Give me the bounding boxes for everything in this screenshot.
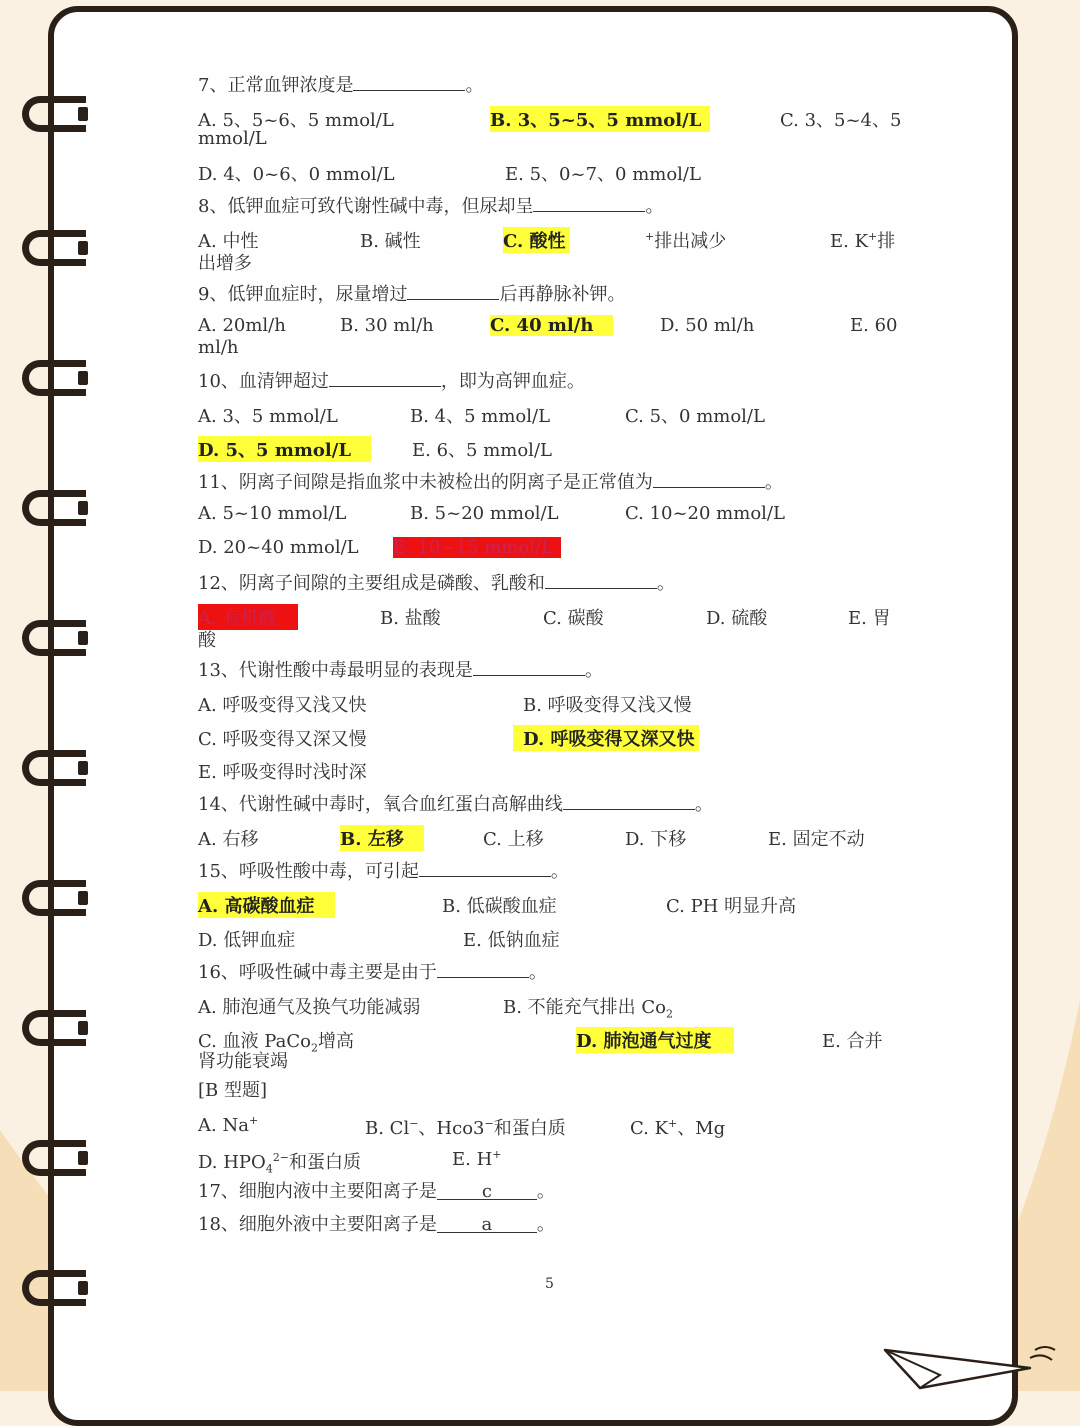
question-18 (198, 1214, 555, 1236)
section-heading: [B 型题] (198, 1080, 267, 1101)
option-e (452, 1148, 502, 1170)
option-c-highlighted: C. 酸性 (503, 227, 570, 253)
question-15 (198, 858, 569, 883)
option-c: C. 10~20 mmol/L (625, 503, 785, 524)
paper-plane-icon (880, 1330, 1060, 1391)
binder-ring (22, 750, 86, 786)
option-text: E. H (452, 1149, 493, 1170)
option-d-highlighted: D. 呼吸变得又深又快 (513, 725, 699, 751)
answer-blank (329, 368, 441, 387)
question-10 (198, 368, 585, 393)
question-text: 14、代谢性碱中毒时，氧合血红蛋白高解曲线 (198, 794, 563, 815)
option-a-highlighted-red: A. 有机酸 (198, 604, 298, 630)
option-c-continued: mmol/L (198, 128, 267, 149)
option-d-highlighted: D. 5、5 mmol/L (198, 436, 371, 462)
binder-ring (22, 230, 86, 266)
answer-blank (653, 469, 765, 488)
question-9 (198, 281, 625, 306)
question-7 (198, 72, 483, 97)
option-c: C. PH 明显升高 (666, 896, 797, 917)
binder-ring (22, 360, 86, 396)
option-a: A. 中性 (198, 231, 259, 252)
subscript: 2 (310, 1041, 318, 1055)
option-e: E. 60 (850, 315, 898, 336)
option-e: E. 胃 (848, 608, 891, 629)
punctuation: 。 (536, 1181, 555, 1202)
option-text: C. K (630, 1118, 669, 1139)
option-e: E. 低钠血症 (463, 930, 560, 951)
option-e (830, 227, 895, 253)
option-d: D. 50 ml/h (660, 315, 755, 336)
answer-blank: a (437, 1214, 537, 1233)
question-text: 12、阴离子间隙的主要组成是磷酸、乳酸和 (198, 573, 545, 594)
question-text: 9、低钾血症时，尿量增过 (198, 284, 408, 305)
binder-ring (22, 1010, 86, 1046)
option-b: B. 30 ml/h (340, 315, 434, 336)
superscript: + (868, 230, 878, 243)
binder-ring (22, 1140, 86, 1176)
option-d: D. 低钾血症 (198, 930, 296, 951)
option-e-continued: 酸 (198, 630, 216, 651)
option-c: C. 呼吸变得又深又慢 (198, 729, 367, 750)
question-text: ，即为高钾血症。 (440, 371, 585, 392)
answer-blank (419, 858, 551, 877)
option-a-highlighted: A. 高碳酸血症 (198, 892, 335, 918)
option-e: E. 6、5 mmol/L (412, 440, 552, 461)
option-e-highlighted-red: E. 10~15 mmol/L (393, 537, 561, 558)
option-text: B. Cl (365, 1118, 410, 1139)
answer-blank (473, 657, 585, 676)
punctuation: 。 (694, 794, 713, 815)
option-c (630, 1114, 725, 1140)
binder-ring (22, 880, 86, 916)
answer-blank (533, 193, 645, 212)
option-a: A. 呼吸变得又浅又快 (198, 695, 367, 716)
punctuation: 。 (584, 660, 603, 681)
option-text: 、Hco3 (418, 1118, 485, 1139)
option-text: 排 (877, 231, 896, 252)
option-text: D. HPO (198, 1152, 266, 1173)
subscript: 2 (666, 1007, 674, 1021)
question-text: 8、低钾血症可致代谢性碱中毒，但尿却呈 (198, 196, 534, 217)
question-text: 16、呼吸性碱中毒主要是由于 (198, 962, 437, 983)
option-text: 增高 (317, 1031, 354, 1052)
option-d (645, 227, 726, 253)
answer-blank (353, 72, 465, 91)
option-e-continued: 肾功能衰竭 (198, 1051, 288, 1072)
answer-blank (545, 570, 657, 589)
option-a: A. 5、5~6、5 mmol/L (198, 110, 394, 131)
superscript: − (409, 1117, 419, 1130)
option-b (365, 1114, 566, 1140)
option-b-highlighted: B. 3、5~5、5 mmol/L (490, 106, 710, 132)
option-b: B. 呼吸变得又浅又慢 (523, 695, 692, 716)
question-16 (198, 959, 547, 984)
binder-ring (22, 96, 86, 132)
question-text: 10、血清钾超过 (198, 371, 329, 392)
option-text: 和蛋白质 (493, 1118, 566, 1139)
option-d: D. 下移 (625, 829, 687, 850)
option-text: A. Na (198, 1115, 249, 1136)
option-e: E. 固定不动 (768, 829, 865, 850)
superscript: − (484, 1117, 494, 1130)
option-text: C. 血液 PaCo (198, 1031, 311, 1052)
option-a: A. 3、5 mmol/L (198, 406, 338, 427)
answer-blank (407, 281, 499, 300)
option-b-highlighted: B. 左移 (340, 825, 424, 851)
option-d-highlighted: D. 肺泡通气过度 (576, 1027, 734, 1053)
punctuation: 。 (528, 962, 547, 983)
question-text: 18、细胞外液中主要阳离子是 (198, 1214, 437, 1235)
question-text: 13、代谢性酸中毒最明显的表现是 (198, 660, 473, 681)
option-a: A. 肺泡通气及换气功能减弱 (198, 997, 421, 1018)
punctuation: 。 (656, 573, 675, 594)
option-c: C. 3、5~4、5 (780, 110, 902, 131)
option-b: B. 低碳酸血症 (442, 896, 557, 917)
question-12 (198, 570, 675, 595)
option-c: C. 碳酸 (543, 608, 604, 629)
binder-ring (22, 1270, 86, 1306)
option-text: 排出减少 (654, 231, 727, 252)
superscript: + (645, 230, 655, 243)
option-c: C. 5、0 mmol/L (625, 406, 765, 427)
punctuation: 。 (645, 196, 664, 217)
option-e: E. 合并 (822, 1031, 883, 1052)
superscript: + (248, 1114, 259, 1127)
question-text: 17、细胞内液中主要阳离子是 (198, 1181, 437, 1202)
option-d (198, 1148, 361, 1176)
option-e: E. 呼吸变得时浅时深 (198, 762, 367, 783)
option-d: D. 4、0~6、0 mmol/L (198, 164, 395, 185)
question-text: 11、阴离子间隙是指血浆中未被检出的阴离子是正常值为 (198, 472, 653, 493)
question-11 (198, 469, 783, 494)
answer-blank (563, 791, 695, 810)
superscript: 2− (272, 1151, 290, 1164)
punctuation: 。 (536, 1214, 555, 1235)
option-a: A. 右移 (198, 829, 259, 850)
punctuation: 。 (550, 861, 569, 882)
question-text: 15、呼吸性酸中毒，可引起 (198, 861, 419, 882)
question-14 (198, 791, 713, 816)
binder-ring (22, 490, 86, 526)
option-text: E. K (830, 231, 869, 252)
page-number: 5 (545, 1276, 554, 1292)
punctuation: 。 (465, 75, 484, 96)
option-a (198, 1114, 258, 1136)
question-text: 后再静脉补钾。 (499, 284, 626, 305)
option-d: D. 硫酸 (706, 608, 768, 629)
option-a: A. 20ml/h (198, 315, 286, 336)
option-b: B. 碱性 (360, 231, 421, 252)
option-b (503, 993, 673, 1021)
option-e-continued: ml/h (198, 337, 239, 358)
question-8 (198, 193, 663, 218)
option-text: 、Mg (677, 1118, 726, 1139)
option-b: B. 盐酸 (380, 608, 441, 629)
answer-blank (437, 959, 529, 978)
question-text: 7、正常血钾浓度是 (198, 75, 354, 96)
question-13 (198, 657, 603, 682)
superscript: + (668, 1117, 678, 1130)
subscript: 4 (265, 1162, 273, 1176)
option-c-highlighted: C. 40 ml/h (490, 315, 613, 336)
answer-blank: c (437, 1181, 537, 1200)
punctuation: 。 (764, 472, 783, 493)
option-text: B. 不能充气排出 Co (503, 997, 667, 1018)
option-c: C. 上移 (483, 829, 544, 850)
option-b: B. 5~20 mmol/L (410, 503, 559, 524)
option-e-continued: 出增多 (198, 253, 252, 274)
option-b: B. 4、5 mmol/L (410, 406, 551, 427)
superscript: + (492, 1148, 502, 1161)
option-a: A. 5~10 mmol/L (198, 503, 347, 524)
option-d: D. 20~40 mmol/L (198, 537, 359, 558)
question-17 (198, 1181, 555, 1203)
binder-ring (22, 620, 86, 656)
option-text: 和蛋白质 (289, 1152, 362, 1173)
option-e: E. 5、0~7、0 mmol/L (505, 164, 701, 185)
